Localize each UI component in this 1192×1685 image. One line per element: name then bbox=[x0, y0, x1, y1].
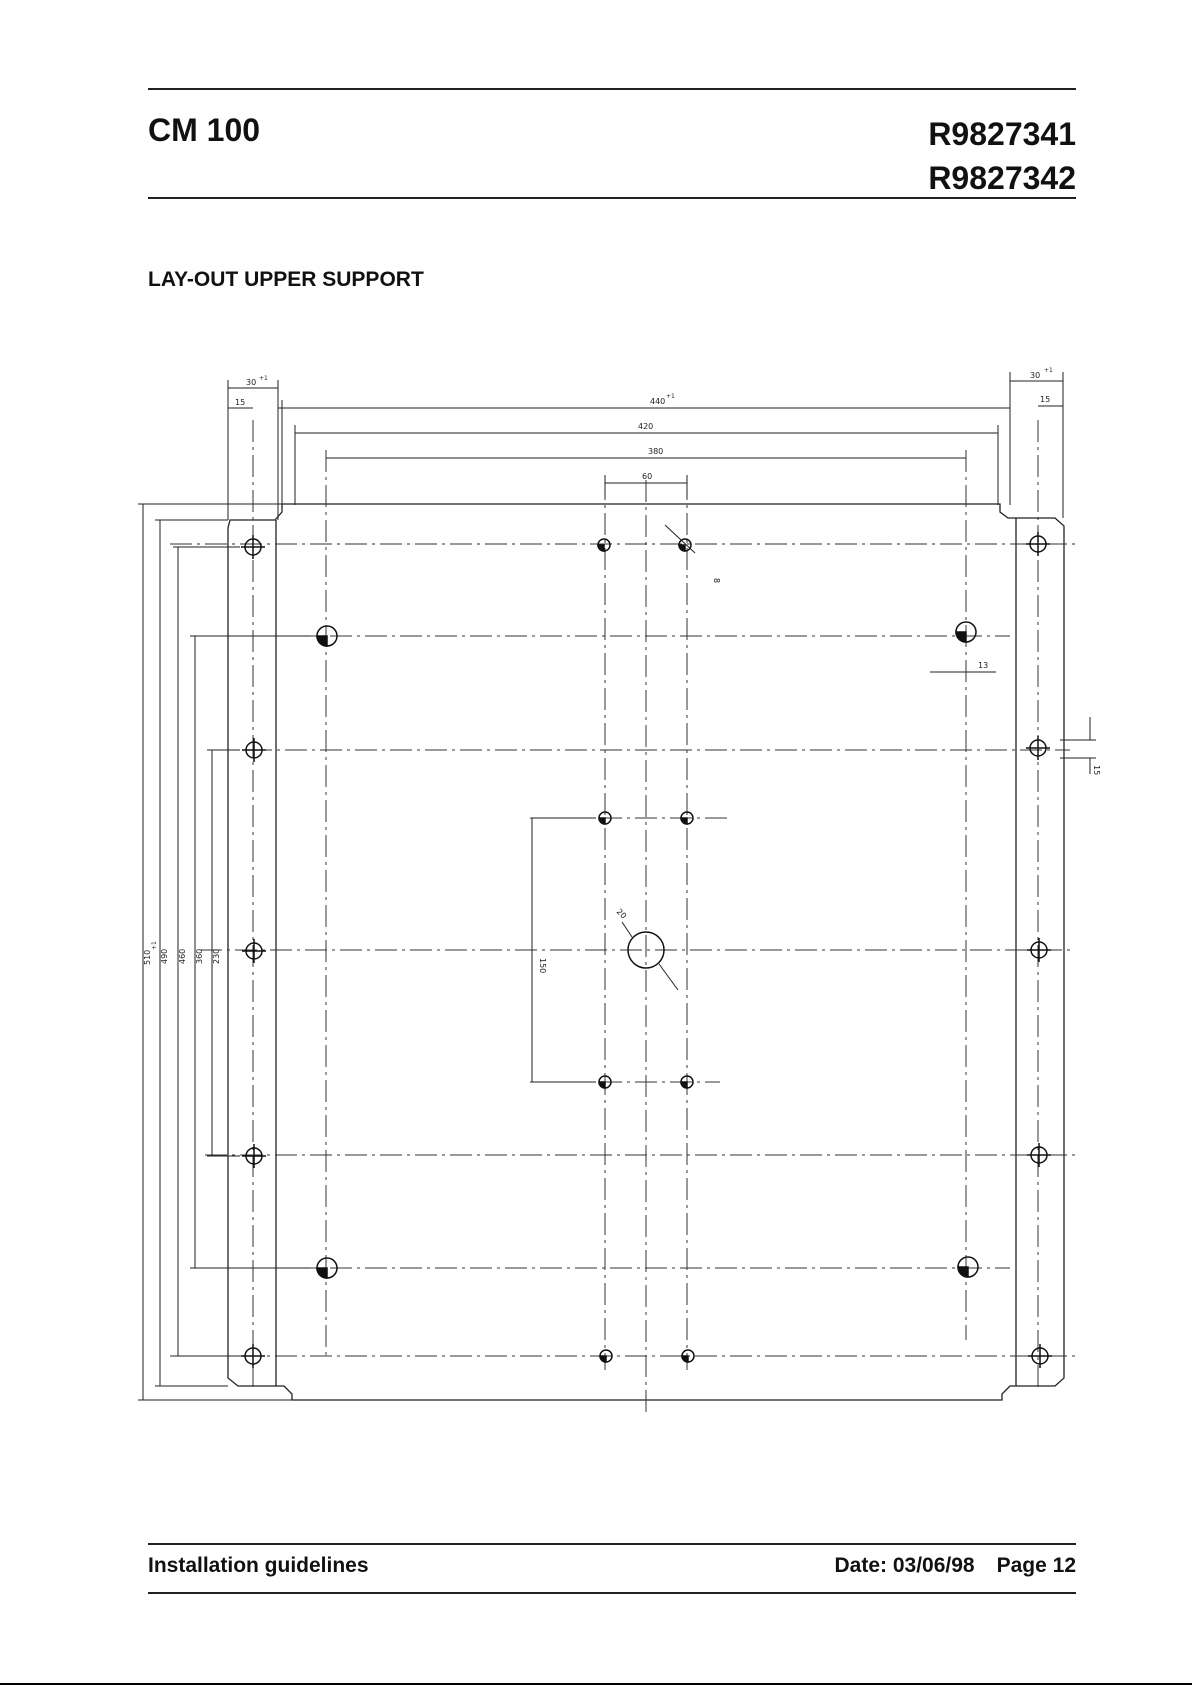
dim-small-hole: 8 bbox=[712, 578, 721, 584]
mount-hole-right bbox=[1026, 532, 1050, 556]
mount-hole-left bbox=[242, 738, 266, 762]
dim-right-flange: 30 bbox=[1030, 371, 1041, 380]
footer-date: Date: 03/06/98 bbox=[834, 1554, 975, 1577]
product-title: CM 100 bbox=[148, 112, 261, 148]
mount-hole-right bbox=[1027, 1143, 1051, 1167]
footer-title: Installation guidelines bbox=[148, 1554, 369, 1577]
dim-superscript: +1 bbox=[151, 941, 158, 950]
dim-inner-pattern: 150 bbox=[538, 958, 547, 974]
small-hole bbox=[598, 539, 610, 551]
dim-490: 490 bbox=[160, 948, 169, 964]
dim-superscript: +1 bbox=[1044, 367, 1053, 374]
reference-number: R9827341 bbox=[928, 116, 1076, 152]
dim-hole-span: 380 bbox=[648, 447, 664, 456]
footer-rule-top bbox=[148, 1543, 1076, 1545]
dim-460: 460 bbox=[178, 948, 187, 964]
footer-meta bbox=[813, 1554, 1076, 1578]
mount-hole-right bbox=[1026, 736, 1050, 760]
footer-page: Page 12 bbox=[996, 1554, 1076, 1577]
mount-hole-left bbox=[241, 535, 265, 559]
mount-hole-right bbox=[1028, 1344, 1052, 1368]
footer-rule-bottom bbox=[148, 1592, 1076, 1594]
dim-360: 360 bbox=[195, 948, 204, 964]
reference-number: R9827342 bbox=[928, 160, 1076, 196]
large-hole bbox=[958, 1257, 978, 1277]
dim-230: 230 bbox=[212, 948, 221, 964]
dim-left-flange: 30 bbox=[246, 378, 257, 387]
dim-superscript: +1 bbox=[259, 375, 268, 382]
small-hole bbox=[679, 539, 691, 551]
dim-left-offset: 15 bbox=[235, 398, 246, 407]
dim-edge-offset: 15 bbox=[1092, 765, 1101, 776]
dim-center-hole: 20 bbox=[614, 907, 629, 921]
dim-inner-width: 420 bbox=[638, 422, 654, 431]
mount-hole-left bbox=[242, 1144, 266, 1168]
mount-hole-left bbox=[242, 939, 266, 963]
section-heading: LAY-OUT UPPER SUPPORT bbox=[148, 268, 424, 291]
small-hole bbox=[682, 1350, 694, 1362]
dim-overall-height: 510 bbox=[143, 949, 152, 965]
dim-overall-width: 440 bbox=[650, 397, 666, 406]
mount-hole-right bbox=[1027, 938, 1051, 962]
dim-hole-offset: 13 bbox=[978, 661, 989, 670]
dim-right-offset: 15 bbox=[1040, 395, 1051, 404]
dim-center-span: 60 bbox=[642, 472, 653, 481]
mount-hole-left bbox=[241, 1344, 265, 1368]
dim-superscript: +1 bbox=[666, 393, 675, 400]
